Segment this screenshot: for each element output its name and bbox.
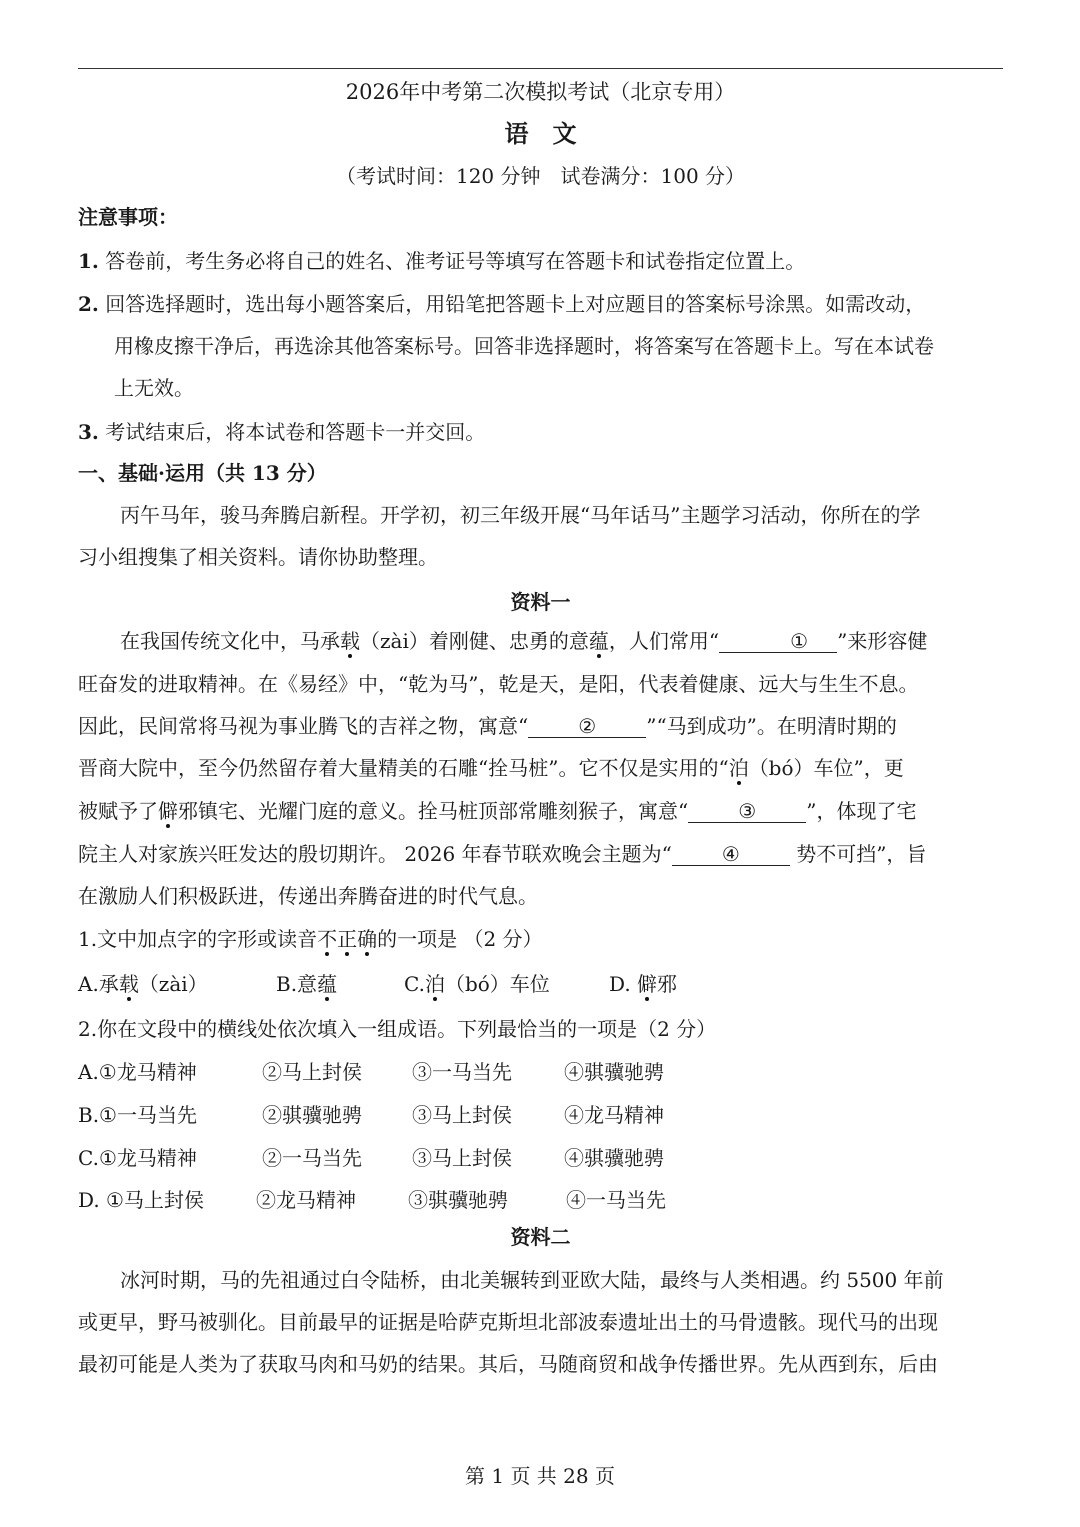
material1-paragraph-line (78, 627, 1003, 655)
header-rule (78, 68, 1003, 69)
option-part: ③一马当先 (412, 1060, 512, 1084)
fill-blank-2: ② (528, 715, 646, 738)
dotted-char: 载 (340, 629, 360, 653)
text-run: 势不可挡”，旨 (789, 842, 927, 866)
fill-blank-4: ④ (672, 843, 790, 866)
question-1-option-a[interactable] (78, 970, 276, 998)
option-part: C.①龙马精神 (78, 1146, 197, 1170)
text-run: 邪镇宅、光耀门庭的意义。拴马桩顶部常雕刻猴子，寓意“ (178, 799, 689, 823)
text-run: 1.文中加点字的字形或读音 (78, 927, 318, 951)
text-run: 因此，民间常将马视为事业腾飞的吉祥之物，寓意“ (78, 714, 529, 738)
option-part: ④骐骥驰骋 (564, 1146, 664, 1170)
text-run: D. (609, 972, 638, 996)
dotted-char: 泊 (424, 972, 445, 996)
exam-info: （考试时间：120 分钟 试卷满分：100 分） (335, 164, 746, 188)
option-part: B.①一马当先 (78, 1103, 197, 1127)
option-part: ④龙马精神 (564, 1103, 664, 1127)
material2-paragraph-line: 或更早，野马被驯化。目前最早的证据是哈萨克斯坦北部波泰遗址出土的马骨遗骸。现代马的出现 (78, 1310, 938, 1334)
exam-title: 2026年中考第二次模拟考试（北京专用） (345, 80, 736, 104)
text-run: 晋商大院中，至今仍然留存着大量精美的石雕“拴马桩”。它不仅是实用的“ (78, 756, 729, 780)
notice-item-number: 1. (78, 249, 99, 273)
question-2-option-a[interactable] (78, 1058, 1003, 1086)
material1-paragraph-line (78, 754, 1003, 782)
text-run: ”“马到成功”。在明清时期的 (646, 714, 897, 738)
material1-paragraph-line: 旺奋发的进取精神。在《易经》中，“乾为马”，乾是天，是阳，代表着健康、远大与生生不息。 (78, 672, 919, 696)
subject-title: 语 文 (504, 119, 577, 148)
material2-paragraph-line: 冰河时期，马的先祖通过白令陆桥，由北美辗转到亚欧大陆，最终与人类相遇。约 5500 年前 (120, 1268, 944, 1292)
text-run: 院主人对家族兴旺发达的殷切期许。 2026 年春节联欢晚会主题为“ (78, 842, 672, 866)
notice-item-number: 3. (78, 420, 99, 444)
material1-paragraph-line (78, 712, 1003, 740)
question-1-options (78, 970, 1003, 998)
dotted-char: 蕴 (588, 629, 609, 653)
text-run: A.承 (78, 972, 119, 996)
notice-item-3 (78, 418, 1003, 446)
text-run: （zài） (138, 972, 208, 996)
option-part: ③马上封侯 (412, 1146, 512, 1170)
dotted-char: 载 (118, 972, 139, 996)
option-part: ②龙马精神 (256, 1188, 356, 1212)
page-footer: 第 1 页 共 28 页 (465, 1464, 615, 1488)
dotted-char: 蕴 (317, 972, 338, 996)
material1-paragraph-line (78, 840, 1003, 868)
section1-intro: 丙午马年，骏马奔腾启新程。开学初，初三年级开展“马年话马”主题学习活动，你所在的学 (120, 503, 921, 527)
text-run: 的一项是 （2 分） (377, 927, 543, 951)
dotted-char: 僻 (637, 972, 658, 996)
option-part: ②骐骥驰骋 (262, 1103, 362, 1127)
material2-title: 资料二 (510, 1225, 571, 1249)
notice-heading: 注意事项： (78, 205, 178, 229)
material2-paragraph-line: 最初可能是人类为了获取马肉和马奶的结果。其后，马随商贸和战争传播世界。先从西到东，后由 (78, 1352, 938, 1376)
text-run: C. (404, 972, 425, 996)
notice-item-2-cont: 用橡皮擦干净后，再选涂其他答案标号。回答非选择题时，将答案写在答题卡上。写在本试卷 (114, 334, 934, 358)
material1-paragraph-line: 在激励人们积极跃进，传递出奔腾奋进的时代气息。 (78, 884, 538, 908)
option-part: ③马上封侯 (412, 1103, 512, 1127)
fill-blank-3: ③ (688, 800, 806, 823)
question-1-option-d[interactable] (609, 970, 677, 998)
question-2-option-b[interactable] (78, 1101, 1003, 1129)
question-1-stem (78, 925, 1003, 953)
question-1-option-b[interactable] (276, 970, 404, 998)
fill-blank-1: ① (719, 630, 837, 653)
material1-title: 资料一 (510, 590, 571, 614)
notice-item-text: 回答选择题时，选出每小题答案后，用铅笔把答题卡上对应题目的答案标号涂黑。如需改动， (105, 292, 926, 316)
option-part: A.①龙马精神 (78, 1060, 197, 1084)
notice-item-2-cont: 上无效。 (114, 376, 194, 400)
text-run: （bó）车位”，更 (748, 756, 904, 780)
dotted-char: 泊 (728, 756, 749, 780)
text-run: 被赋予了 (78, 799, 158, 823)
text-run: ”，体现了宅 (806, 799, 917, 823)
text-run: （zài）着刚健、忠勇的意 (360, 629, 589, 653)
text-run: ”来形容健 (837, 629, 928, 653)
option-part: ②一马当先 (262, 1146, 362, 1170)
notice-item-2 (78, 290, 1003, 318)
section1-heading: 一、基础·运用（共 13 分） (78, 461, 327, 485)
text-run: B.意 (276, 972, 318, 996)
question-2-option-d[interactable] (78, 1186, 1003, 1214)
material1-paragraph-line (78, 797, 1003, 825)
question-2-option-c[interactable] (78, 1144, 1003, 1172)
notice-item-1 (78, 247, 1003, 275)
dotted-char: 僻 (158, 799, 178, 823)
notice-item-text: 答卷前，考生务必将自己的姓名、准考证号等填写在答题卡和试卷指定位置上。 (105, 249, 806, 273)
section1-intro-cont: 习小组搜集了相关资料。请你协助整理。 (78, 545, 438, 569)
text-run: 邪 (657, 972, 678, 996)
question-1-option-c[interactable] (404, 970, 609, 998)
option-part: ②马上封侯 (262, 1060, 362, 1084)
option-part: ④骐骥驰骋 (564, 1060, 664, 1084)
option-part: D. ①马上封侯 (78, 1188, 204, 1212)
dotted-char: 不 (317, 927, 338, 951)
dotted-char: 正 (337, 927, 358, 951)
option-part: ④一马当先 (566, 1188, 666, 1212)
text-run: （bó）车位 (444, 972, 550, 996)
text-run: 在我国传统文化中，马承 (120, 629, 340, 653)
option-part: ③骐骥驰骋 (408, 1188, 508, 1212)
text-run: ，人们常用“ (608, 629, 720, 653)
notice-item-text: 考试结束后，将本试卷和答题卡一并交回。 (105, 420, 486, 444)
notice-item-number: 2. (78, 292, 99, 316)
dotted-char: 确 (357, 927, 378, 951)
question-2-stem: 2.你在文段中的横线处依次填入一组成语。下列最恰当的一项是（2 分） (78, 1017, 717, 1041)
